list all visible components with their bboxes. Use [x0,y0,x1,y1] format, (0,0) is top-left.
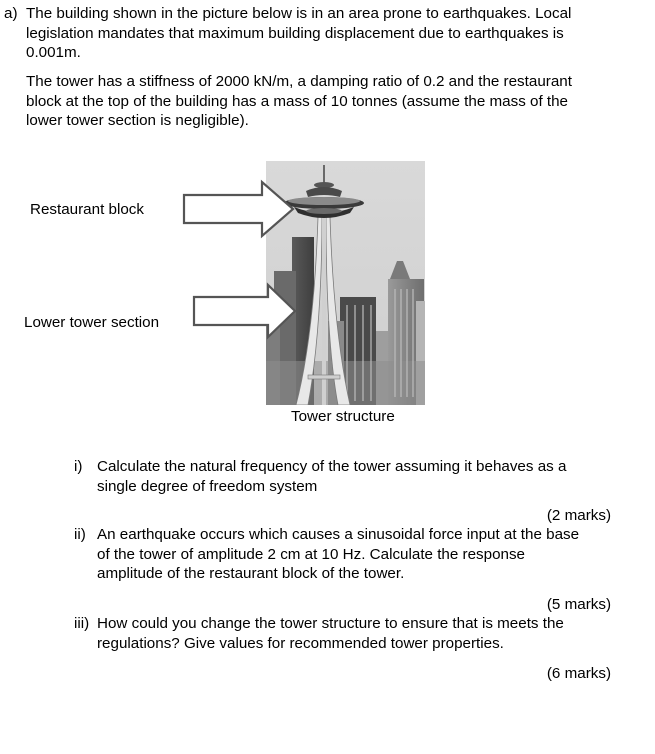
subquestion-line: An earthquake occurs which causes a sinusoidal force input at the base [97,526,580,543]
subquestion-1-number: i) [74,458,83,475]
subquestion-line: How could you change the tower structure to ensure that is meets the [97,615,564,632]
parameters-line: block at the top of the building has a mass of 10 tonnes (assume the mass of the [26,92,569,110]
subquestion-1-marks: (2 marks) [546,507,611,524]
subquestion-line: of the tower of amplitude 2 cm at 10 Hz. Calculate the response [97,545,526,563]
subquestion-2-text [97,525,617,584]
subquestion-line: single degree of freedom system [97,477,318,495]
intro-line: legislation mandates that maximum building displacement due to earthquakes is [26,24,564,42]
restaurant-block-label: Restaurant block [30,201,144,218]
subquestion-3-number: iii) [74,615,90,632]
parameters-line: lower tower section is negligible). [26,112,249,129]
parameters-paragraph [26,72,626,131]
subquestion-line: amplitude of the restaurant block of the tower. [97,565,405,582]
subquestion-1-text [97,457,617,496]
lower-tower-section-label: Lower tower section [24,314,160,331]
subquestion-line: Calculate the natural frequency of the tower assuming it behaves as a [97,458,567,475]
subquestion-line: regulations? Give values for recommended tower properties. [97,634,504,652]
intro-paragraph [26,4,626,63]
parameters-line: The tower has a stiffness of 2000 kN/m, a damping ratio of 0.2 and the restaurant [26,73,572,90]
restaurant-block-arrow [180,178,295,240]
subquestion-3-marks: (6 marks) [546,665,611,682]
intro-line: The building shown in the picture below is in an area prone to earthquakes. Local [26,5,572,22]
intro-line: 0.001m. [26,44,81,61]
figure-caption: Tower structure [291,408,395,425]
subquestion-3-text [97,614,617,653]
part-label: a) [4,5,18,22]
subquestion-2-marks: (5 marks) [546,596,611,613]
lower-tower-arrow [190,281,298,341]
subquestion-2-number: ii) [74,526,86,543]
